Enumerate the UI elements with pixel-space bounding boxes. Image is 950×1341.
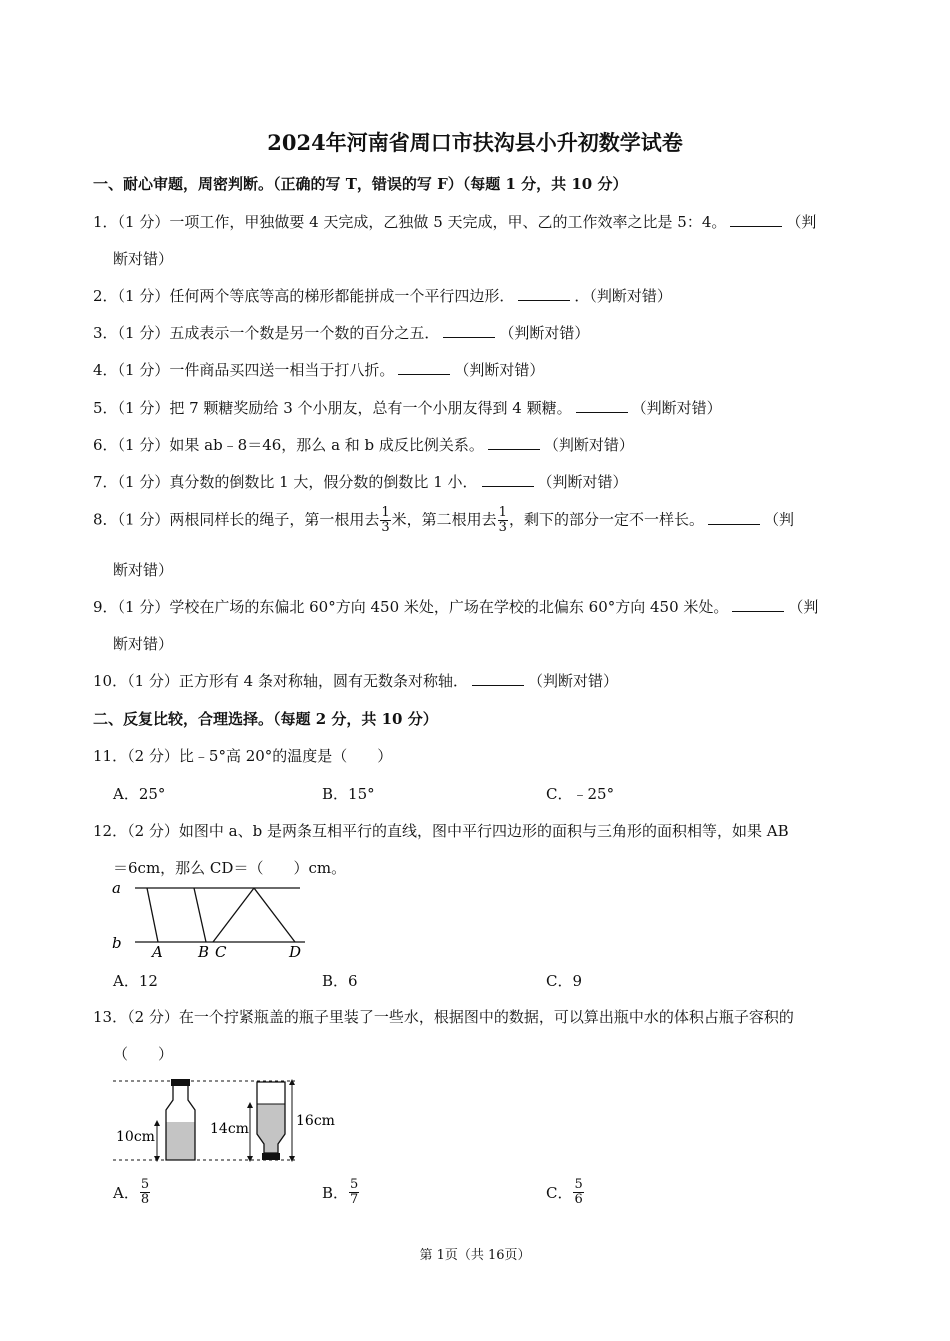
- answer-blank-1[interactable]: [730, 225, 782, 227]
- q13-option-c-label: C．: [546, 1184, 573, 1202]
- label-point-b: B: [198, 943, 210, 961]
- q11-option-b[interactable]: B．15°: [322, 785, 375, 803]
- question-9-suffix: （判: [788, 598, 819, 616]
- question-8-continuation: 断对错）: [113, 561, 174, 579]
- question-2-suffix: ．（判断对错）: [574, 287, 672, 305]
- answer-blank-7[interactable]: [482, 485, 534, 487]
- cap-inverted: [262, 1153, 280, 1160]
- triangle-right-side: [254, 888, 295, 942]
- label-10cm: 10cm: [116, 1129, 155, 1145]
- question-10-text: 10．（1 分）正方形有 4 条对称轴，圆有无数条对称轴．: [93, 672, 468, 690]
- page-footer: 第 1页（共 16页）: [419, 1248, 531, 1263]
- section-2-heading: 二、反复比较，合理选择。（每题 2 分，共 10 分）: [93, 710, 438, 728]
- question-4: [93, 359, 544, 380]
- answer-blank-10[interactable]: [472, 684, 524, 686]
- question-12: 12．（2 分）如图中 a、b 是两条互相平行的直线，图中平行四边形的面积与三角形的面积相等，如果 AB: [93, 822, 789, 840]
- answer-blank-8[interactable]: [708, 523, 760, 525]
- question-5-text: 5．（1 分）把 7 颗糖奖励给 3 个小朋友，总有一个小朋友得到 4 颗糖。: [93, 399, 572, 417]
- q12-option-b[interactable]: B．6: [322, 972, 358, 990]
- question-4-suffix: （判断对错）: [454, 361, 545, 379]
- question-4-text: 4．（1 分）一件商品买四送一相当于打八折。: [93, 361, 395, 379]
- question-6-suffix: （判断对错）: [543, 436, 634, 454]
- answer-blank-2[interactable]: [518, 299, 570, 301]
- page-title: 2024年河南省周口市扶沟县小升初数学试卷: [267, 130, 683, 155]
- question-6: [93, 434, 634, 455]
- answer-blank-4[interactable]: [398, 373, 450, 375]
- answer-blank-9[interactable]: [732, 610, 784, 612]
- question-13-continuation: （ ）: [113, 1045, 174, 1063]
- question-2: [93, 285, 672, 306]
- label-point-a: A: [152, 943, 163, 961]
- question-12-continuation: ＝6cm，那么 CD＝（ ）cm。: [113, 859, 347, 877]
- question-8-text-3: ，剩下的部分一定不一样长。: [508, 510, 704, 529]
- fraction-one-third-2: $\frac{1}{3}$: [498, 505, 507, 535]
- question-7-suffix: （判断对错）: [537, 473, 628, 491]
- question-7: [93, 471, 628, 492]
- question-9-text: 9．（1 分）学校在广场的东偏北 60°方向 450 米处，广场在学校的北偏东 60°方向 450 米处。: [93, 598, 729, 616]
- triangle-left-side: [213, 888, 254, 942]
- q11-option-c[interactable]: C．﹣25°: [546, 785, 615, 803]
- label-16cm: 16cm: [296, 1113, 335, 1129]
- question-3: [93, 322, 589, 343]
- q13-option-b-fraction: $\frac{5}{7}$: [350, 1177, 359, 1207]
- question-10: [93, 670, 618, 691]
- question-8: [93, 506, 794, 535]
- water-inverted: [257, 1104, 285, 1153]
- parallelogram-right-side: [194, 888, 206, 942]
- label-point-c: C: [215, 943, 227, 961]
- question-3-text: 3．（1 分）五成表示一个数是另一个数的百分之五．: [93, 324, 440, 342]
- fraction-one-third-1: $\frac{1}{3}$: [381, 505, 390, 535]
- q13-option-a-fraction: $\frac{5}{8}$: [140, 1177, 150, 1207]
- q13-option-a-label: A．: [113, 1184, 139, 1202]
- question-13: 13．（2 分）在一个拧紧瓶盖的瓶子里装了一些水，根据图中的数据，可以算出瓶中水的体积占瓶子容积的: [93, 1008, 794, 1026]
- label-point-d: D: [289, 943, 302, 961]
- answer-blank-6[interactable]: [488, 448, 540, 450]
- q11-option-a[interactable]: A．25°: [113, 785, 166, 803]
- question-1: [93, 211, 816, 232]
- q12-parallel-lines-figure: [105, 875, 315, 965]
- question-2-text: 2．（1 分）任何两个等底等高的梯形都能拼成一个平行四边形．: [93, 287, 515, 305]
- water-upright: [166, 1122, 195, 1160]
- question-10-suffix: （判断对错）: [527, 672, 618, 690]
- question-11: 11．（2 分）比﹣5°高 20°的温度是（ ）: [93, 747, 393, 765]
- parallelogram-left-side: [147, 888, 158, 942]
- answer-blank-5[interactable]: [576, 411, 628, 413]
- q13-option-b[interactable]: [322, 1178, 360, 1207]
- cap-upright: [171, 1079, 190, 1086]
- question-9-continuation: 断对错）: [113, 635, 174, 653]
- question-8-suffix: （判: [763, 510, 794, 529]
- q12-option-c[interactable]: C．9: [546, 972, 583, 990]
- question-9: [93, 596, 818, 617]
- q13-option-a[interactable]: [113, 1178, 151, 1207]
- question-8-text-1: 8．（1 分）两根同样长的绳子，第一根用去: [93, 510, 380, 529]
- answer-blank-3[interactable]: [443, 336, 495, 338]
- q13-bottle-figure: [110, 1074, 350, 1166]
- question-5: [93, 397, 722, 418]
- q13-option-c-fraction: $\frac{5}{6}$: [574, 1177, 583, 1207]
- question-3-suffix: （判断对错）: [499, 324, 590, 342]
- label-14cm: 14cm: [210, 1121, 249, 1137]
- question-8-text-2: 米，第二根用去: [391, 510, 497, 529]
- label-a: a: [112, 879, 121, 897]
- question-1-suffix: （判: [786, 213, 817, 231]
- question-1-continuation: 断对错）: [113, 250, 174, 268]
- question-1-text: 1．（1 分）一项工作，甲独做要 4 天完成，乙独做 5 天完成，甲、乙的工作效率之比是 5：4。: [93, 213, 727, 231]
- question-6-text: 6．（1 分）如果 ab﹣8＝46，那么 a 和 b 成反比例关系。: [93, 436, 484, 454]
- q13-option-b-label: B．: [322, 1184, 349, 1202]
- label-b: b: [112, 934, 122, 952]
- question-7-text: 7．（1 分）真分数的倒数比 1 大，假分数的倒数比 1 小．: [93, 473, 478, 491]
- question-5-suffix: （判断对错）: [631, 399, 722, 417]
- section-1-heading: 一、耐心审题，周密判断。（正确的写 T，错误的写 F）（每题 1 分，共 10 分）: [93, 175, 628, 193]
- q13-option-c[interactable]: [546, 1178, 585, 1207]
- q12-option-a[interactable]: A．12: [113, 972, 158, 990]
